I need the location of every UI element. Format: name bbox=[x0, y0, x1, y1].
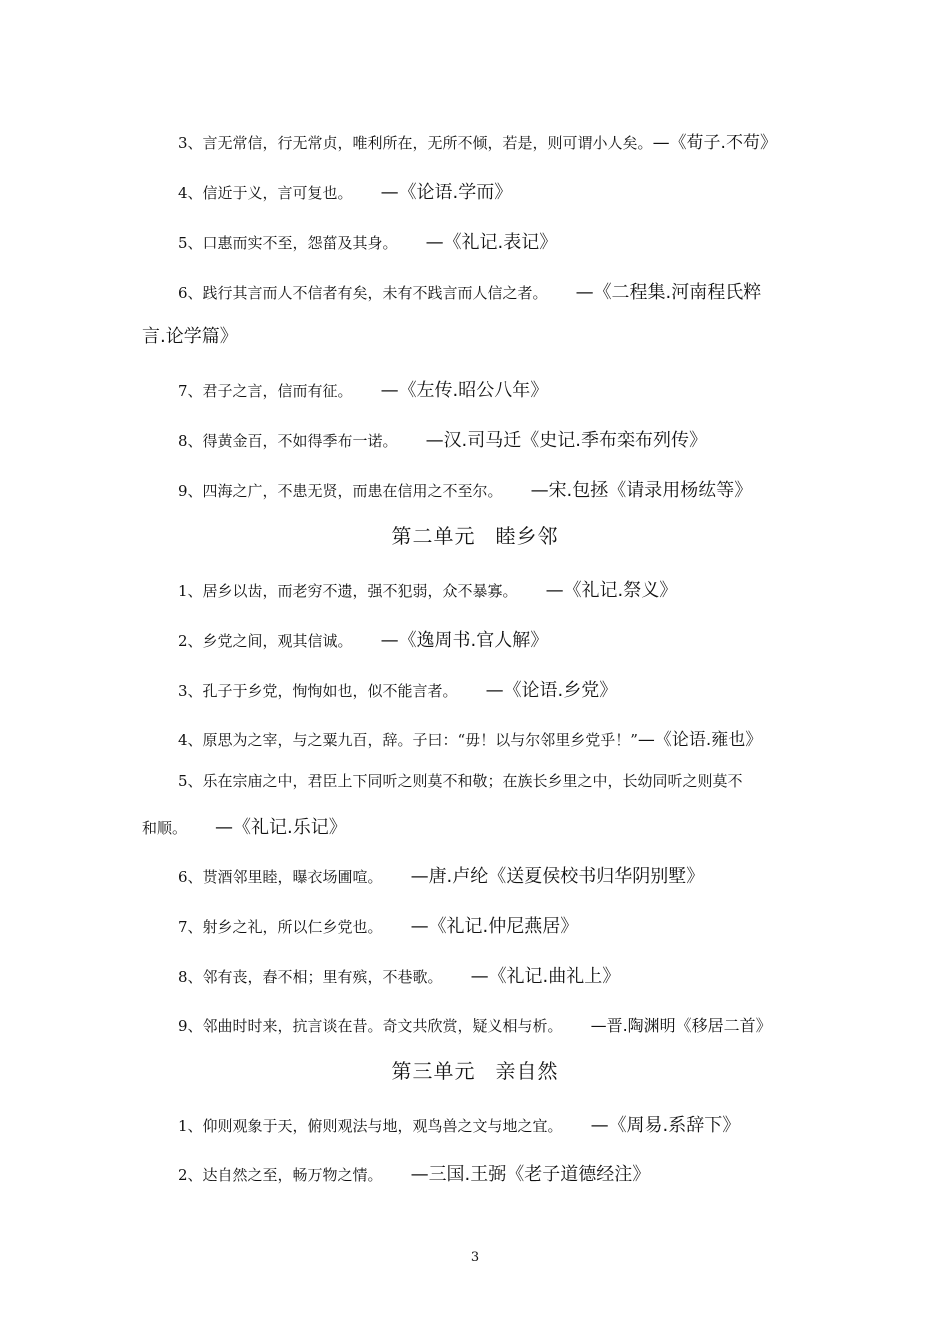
quote-source: —《礼记.曲礼上》 bbox=[470, 966, 621, 987]
quote-number: 8、 bbox=[178, 968, 203, 986]
quote-line bbox=[178, 912, 950, 938]
quote-source: —《礼记.仲尼燕居》 bbox=[410, 916, 579, 937]
quote-number: 5、 bbox=[178, 772, 203, 790]
quote-line bbox=[178, 676, 950, 702]
quote-source: —《二程集.河南程氏粹 bbox=[575, 282, 762, 303]
quote-number: 6、 bbox=[178, 868, 203, 886]
quote-number: 4、 bbox=[178, 731, 203, 749]
quote-text: 践行其言而人不信者有矣，未有不践言而人信之者。 bbox=[202, 284, 548, 302]
quote-number: 9、 bbox=[178, 1017, 203, 1035]
quote-text: 四海之广，不患无贤，而患在信用之不至尔。 bbox=[202, 482, 503, 500]
quote-line bbox=[178, 476, 950, 502]
quote-source: —汉.司马迁《史记.季布栾布列传》 bbox=[425, 430, 708, 451]
quote-text: 口惠而实不至，怨菑及其身。 bbox=[202, 234, 398, 252]
quote-source: —《论语.学而》 bbox=[380, 182, 513, 203]
quote-number: 7、 bbox=[178, 918, 203, 936]
quote-line bbox=[178, 376, 950, 402]
quote-line bbox=[178, 962, 950, 988]
quote-text: 邻有丧，舂不相；里有殡，不巷歌。 bbox=[202, 968, 443, 986]
quote-number: 2、 bbox=[178, 632, 203, 650]
quote-source: —晋.陶渊明《移居二首》 bbox=[590, 1016, 772, 1035]
quote-line bbox=[178, 1160, 950, 1186]
quote-number: 3、 bbox=[178, 134, 203, 152]
quote-number: 6、 bbox=[178, 284, 203, 302]
quote-number: 5、 bbox=[178, 234, 203, 252]
quote-source: —宋.包拯《请录用杨纮等》 bbox=[530, 480, 753, 501]
quote-number: 1、 bbox=[178, 1117, 203, 1135]
quote-text: 乡党之间，观其信诚。 bbox=[202, 632, 353, 650]
quote-number: 3、 bbox=[178, 682, 203, 700]
quote-source-continuation: 言.论学篇》 bbox=[142, 326, 238, 347]
quote-text: 得黄金百，不如得季布一诺。 bbox=[202, 432, 398, 450]
quote-line bbox=[178, 278, 950, 304]
quote-line bbox=[178, 862, 950, 888]
quote-line bbox=[178, 128, 950, 153]
quote-source: —《荀子.不苟》 bbox=[652, 133, 777, 153]
quote-source: —《逸周书.官人解》 bbox=[380, 630, 549, 651]
page-number: 3 bbox=[470, 1250, 480, 1265]
unit-heading-number: 第三单元 bbox=[391, 1059, 476, 1083]
unit-heading-title: 睦乡邻 bbox=[495, 524, 559, 548]
quote-number: 2、 bbox=[178, 1166, 203, 1184]
quote-line bbox=[178, 228, 950, 254]
quote-text: 君子之言，信而有征。 bbox=[202, 382, 353, 400]
quote-source: —《礼记.乐记》 bbox=[215, 817, 347, 838]
quote-text: 言无常信，行无常贞，唯利所在，无所不倾，若是，则可谓小人矣。 bbox=[202, 134, 653, 152]
quote-line bbox=[178, 626, 950, 652]
unit-heading-title: 亲自然 bbox=[495, 1059, 559, 1083]
quote-text: 仰则观象于天，俯则观法与地，观鸟兽之文与地之宜。 bbox=[202, 1117, 563, 1135]
quote-number: 9、 bbox=[178, 482, 203, 500]
quote-number: 8、 bbox=[178, 432, 203, 450]
quote-source: —《左传.昭公八年》 bbox=[380, 380, 549, 401]
quote-source: —唐.卢纶《送夏侯校书归华阴别墅》 bbox=[410, 866, 705, 887]
quote-text: 贳酒邻里睦，曝衣场圃喧。 bbox=[202, 868, 383, 886]
quote-line bbox=[178, 576, 950, 602]
unit-heading-number: 第二单元 bbox=[391, 524, 476, 548]
quote-continuation bbox=[142, 813, 950, 839]
quote-number: 1、 bbox=[178, 582, 203, 600]
unit-heading bbox=[0, 1055, 950, 1084]
quote-source: —《礼记.祭义》 bbox=[545, 580, 678, 601]
quote-source: —《论语.乡党》 bbox=[485, 680, 618, 701]
quote-text: 乐在宗庙之中，君臣上下同听之则莫不和敬；在族长乡里之中，长幼同听之则莫不 bbox=[202, 772, 743, 790]
quote-continuation bbox=[142, 322, 950, 348]
quote-text-continuation: 和顺。 bbox=[142, 819, 188, 837]
quote-source: —《周易.系辞下》 bbox=[590, 1115, 741, 1136]
quote-text: 射乡之礼，所以仁乡党也。 bbox=[202, 918, 383, 936]
quote-line bbox=[178, 426, 950, 452]
quote-text: 孔子于乡党，恂恂如也，似不能言者。 bbox=[202, 682, 458, 700]
quote-number: 7、 bbox=[178, 382, 203, 400]
quote-line bbox=[178, 725, 950, 750]
quote-text: 信近于义，言可复也。 bbox=[202, 184, 353, 202]
quote-line bbox=[178, 1111, 950, 1137]
quote-text: 达自然之至，畅万物之情。 bbox=[202, 1166, 383, 1184]
quote-source: —《礼记.表记》 bbox=[425, 232, 558, 253]
quote-text: 邻曲时时来，抗言谈在昔。奇文共欣赏，疑义相与析。 bbox=[202, 1017, 563, 1035]
quote-line bbox=[178, 178, 950, 204]
unit-heading bbox=[0, 520, 950, 549]
quote-source: —《论语.雍也》 bbox=[637, 730, 763, 750]
quote-number: 4、 bbox=[178, 184, 203, 202]
quote-text: 原思为之宰，与之粟九百，辞。子曰：“毋！以与尔邻里乡党乎！” bbox=[202, 731, 638, 749]
quote-line bbox=[178, 1013, 950, 1036]
quote-source: —三国.王弼《老子道德经注》 bbox=[410, 1164, 651, 1185]
quote-text: 居乡以齿，而老穷不遗，强不犯弱，众不暴寡。 bbox=[202, 582, 518, 600]
quote-line bbox=[178, 770, 950, 791]
